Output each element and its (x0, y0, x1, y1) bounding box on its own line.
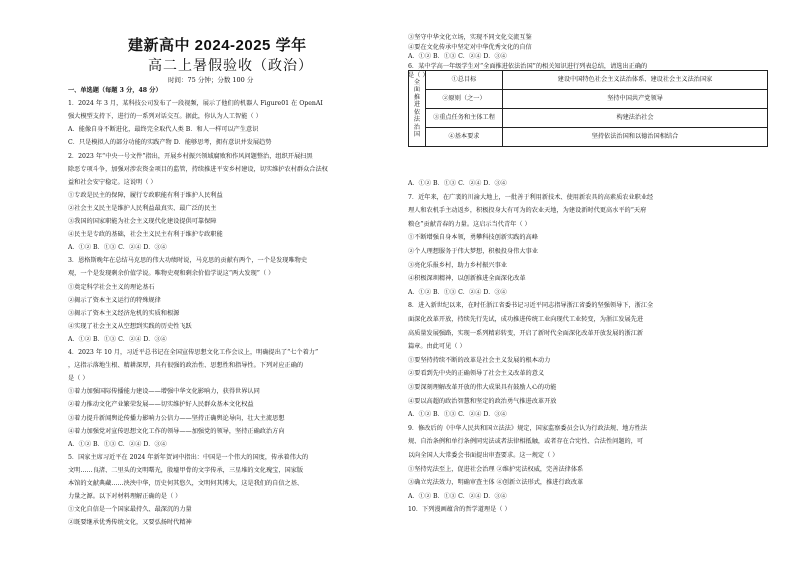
text-line: 观，一个是发现剩余价值学说。唯物史观和剩余价值学说这“两大发现”（ ） (68, 270, 275, 278)
table-row (409, 71, 768, 90)
table-row (409, 90, 768, 109)
text-line: A．①② B．①③ C．②④ D．③④ (408, 411, 507, 419)
text-line: ①着力加强国际传播能力建设——增强中华文化影响力，获得世界认同 (68, 388, 260, 396)
text-line: ③要深刻理解改革开放的伟大成果具有鼓励人心的功能 (408, 384, 557, 391)
rule-of-law-table (408, 70, 768, 147)
text-line: 理人和农机手主动返乡，积极投身大有可为的农业天地，为建设新时代更高水平的“天府 (408, 207, 647, 215)
table-key-cell: ②原则（之一） (426, 90, 503, 109)
text-line: ②个人理想服务于伟大梦想，积极投身伟大事业 (408, 248, 538, 255)
text-line: ③我国的国家职能为社会主义现代化建设提供可靠保障 (68, 218, 217, 225)
text-line: ②要看到先中央的正确领导了社会主义改革的意义 (408, 370, 545, 378)
text-line: 本馆的文献典藏……泱泱中华，历史何其悠久，文明何其博大，这是我们的自信之基、 (68, 480, 304, 487)
text-line: 2．2023 年“中央一号文件”指出，开展乡村振兴领域腐败和作风问题整治，组织开展扫黑 (68, 152, 313, 160)
text-line: 益和社会安宁稳定。这说明（ ） (68, 178, 157, 186)
time-info: 时间：75 分钟；分数 100 分 (168, 76, 254, 84)
text-line: 1．2024 年 3 月，某科技公司发布了一段视频，展示了他们的机器人 Figure01 在 OpenAI (68, 100, 323, 108)
table-key-cell: ④基本要求 (426, 128, 503, 147)
table-value-cell: 坚持中国共产党领导 (503, 90, 768, 109)
text-line: ④实现了社会主义从空想到实践的历史性飞跃 (68, 322, 192, 330)
text-line: A．①② B．①③ C．②④ D．③④ (408, 53, 507, 60)
text-line: 强大模型支持下，进行的一系列对话交互。据此，你认为人工智能（ ） (68, 113, 262, 121)
text-line: 是（ ） (408, 72, 429, 79)
table-row (409, 109, 768, 128)
text-line: 3．恩格斯晚年在总结马克思的伟大功绩时说，马克思的贡献有两个，一个是发现唯物史 (68, 257, 308, 265)
text-line: ①专政是民主的保障，履行专政职能有利于维护人民利益 (68, 191, 223, 199)
text-line: 9．修改后的《中华人民共和国立法法》规定，国家监察委员会认为行政法规、地方性法 (408, 424, 648, 432)
text-line: A．①② B．①③ C．②④ D．③④ (408, 288, 507, 296)
table-key-cell: ③重点任务和主体工程 (426, 109, 503, 128)
text-line: ③揭示了资本主义经济危机的实质和根源 (68, 309, 180, 317)
text-line: ①不断增强自身本领，勇攀科技创新实践的高峰 (408, 234, 538, 242)
text-line: 一、单选题（每题 3 分，48 分） (68, 87, 162, 94)
text-line: A．能像自身不断进化，最终完全取代人类 B．和人一样可以产生意识 (68, 126, 259, 134)
table-value-cell: 坚持依法治国和以德治国相结合 (503, 128, 768, 147)
text-line: 10．下列漫画蕴含的哲学道理是（ ） (408, 506, 511, 514)
text-line: A．①② B．①③ C．②④ D．③④ (68, 440, 167, 448)
text-line: 力量之源。以下对材料理解正确的是（ ） (68, 493, 182, 501)
school-year-title: 建新高中 2024-2025 学年 (128, 37, 307, 54)
text-line: 4．2023 年 10 月，习近平总书记在全国宣传思想文化工作会议上，明确提出了“七个着力” (68, 349, 319, 356)
text-line: 面深化改革开放，持续先行先试，成功推进传统工业向现代工业转变，为浙江发展先进 (408, 316, 644, 323)
text-line: ④积极深圳精神，以创新推进全面深化改革 (408, 275, 526, 283)
text-line: 规、自治条例和单行条例同宪法或者法律相抵触，或者存在合宪性、合法性问题的，可 (408, 438, 644, 446)
exam-title: 高二上暑假验收（政治） (148, 58, 313, 74)
text-line: ④着力加强党对宣传思想文化工作的领导——加强党的领导，坚持正确政治方向 (68, 427, 285, 435)
text-line: ②社会主义民主是维护人民利益最真实、最广泛的民主 (68, 204, 217, 212)
text-line: ③坚守中华文化立场，实现不同文化交流互鉴 (408, 34, 532, 41)
text-line: 5．国家主席习近平在 2024 年新年贺词中指出：中国是一个伟大的国度，传承着伟大的 (68, 453, 309, 461)
text-line: 篇章。由此可见（ ） (408, 343, 466, 351)
text-line: A．①② B．①③ C．②④ D．③④ (68, 244, 167, 252)
text-line: ③亮化乐报乡村，助力乡村振兴事业 (408, 261, 507, 269)
text-line: C．只是模拟人的部分功能的实践产物 D．能够思考，拥有意识并发展趋势 (68, 139, 272, 147)
text-line: 以向全国人大常委会书面提出审查要求。这一规定（ ） (408, 452, 559, 459)
text-line: 6．某中学高一年级学生对“全面推进依法治国”的相关知识进行列表总结，请选出正确的 (408, 62, 648, 70)
text-line: ③确立宪法效力，明确审查主体 ④创新立法形式，推进行政改革 (408, 479, 584, 487)
text-line: ②着力推动文化产业繁荣发展——切实维护好人民群众基本文化权益 (68, 401, 254, 409)
text-line: A．①② B．①③ C．②④ D．③④ (68, 335, 167, 343)
text-line: ②揭示了资本主义运行的特殊规律 (68, 296, 161, 304)
text-line: 除恶专项斗争，加强对涉农资金项目的监管，持续推进平安乡村建设，切实维护农村群众合法权 (68, 165, 328, 173)
text-line: 粮仓”贡献青春的力量。这启示当代青年（ ） (408, 220, 531, 228)
text-line: ④民主是专政的基础，社会主义民主有利于维护专政职能 (68, 231, 223, 239)
text-line: ①坚持宪法至上，促进社会治理 ②维护宪法权威，完善法律体系 (408, 465, 584, 473)
table-value-cell: 建设中国特色社会主义法治体系、建设社会主义法治国家 (503, 71, 768, 90)
table-side-header: 全 面 推 进 依 法 治 国 (409, 71, 426, 147)
text-line: ④要在文化传承中坚定对中华优秀文化的自信 (408, 43, 532, 51)
text-line: ①奠定科学社会主义的理论基石 (68, 283, 155, 291)
text-line: ④要以高超的政治智慧和坚定的政治勇气推进改革开放 (408, 397, 557, 405)
text-line: ②既要继承优秀传统文化，又要弘扬时代精神 (68, 519, 192, 527)
text-line: 7．近年来，在广袤的川渝大地上，一批善于利用新技术、使用新农具的高素质农业职业经 (408, 193, 654, 201)
text-line: ①要坚持持续不断的改革是社会主义发展的根本动力 (408, 356, 551, 364)
text-line: 是（ ） (68, 375, 89, 383)
table-key-cell: ①总目标 (426, 71, 503, 90)
table-value-cell: 构建法治社会 (503, 109, 768, 128)
text-line: A．①② B．①③ C．②④ D．③④ (408, 180, 507, 187)
text-line: 高质量发展强路，实现一系列精彩转变，开启了新时代全面深化改革开放发展的浙江新 (408, 329, 644, 337)
text-line: A．①② B．①③ C．②④ D．③④ (408, 492, 507, 500)
text-line: ①文化自信是一个国家最持久、最深沉的力量 (68, 506, 192, 514)
text-line: ③着力提升新闻舆论传播力影响力公信力——坚持正确舆论导向，壮大主流思想 (68, 414, 285, 422)
table-row (409, 128, 768, 147)
text-line: 8．进入新世纪以来，在时任浙江省委书记习近平同志指导浙江省委的坚强领导下，浙江全 (408, 302, 654, 310)
text-line: 文明……良渚、二里头的文明曙光，殷墟甲骨的文字传承，三星堆的文化瑰宝，国家版 (68, 466, 304, 474)
text-line: ，这指示落地生根、精耕深厚，具有很强的政治性、思想性和指导性。下列对应正确的 (68, 362, 304, 370)
